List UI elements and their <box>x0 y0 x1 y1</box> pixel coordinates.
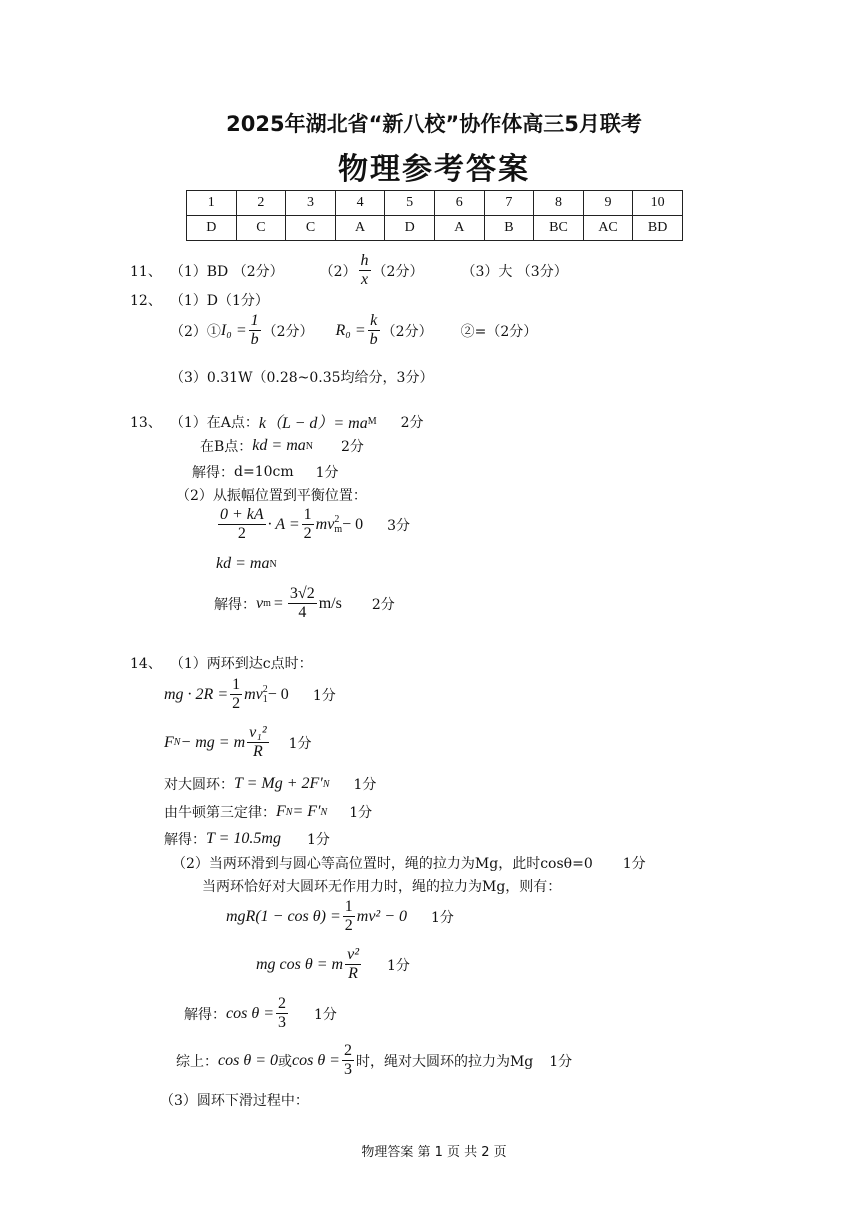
q13-line5 <box>216 506 410 543</box>
q14-p2-line1-score: 1分 <box>622 856 646 872</box>
q14-e6-score: 1分 <box>431 909 454 926</box>
q13-a-label: （1）在A点： <box>169 414 259 431</box>
q14-e2-frac <box>247 724 268 761</box>
q12-line2 <box>170 312 537 349</box>
q14-line5 <box>164 802 372 822</box>
q11-part2-label: （2） <box>319 263 357 280</box>
q14-e9-a: cos θ = 0 <box>218 1051 278 1069</box>
q13-line6 <box>216 555 277 573</box>
answer-cell: A <box>434 216 484 241</box>
q14-e4-eq2: = F′ <box>292 803 321 820</box>
q14-e3-sub: N <box>322 778 330 790</box>
q11-line <box>130 252 568 289</box>
document-subtitle: 物理参考答案 <box>338 152 530 187</box>
q14-e4-sub1: N <box>285 806 293 818</box>
answer-cell: C <box>286 216 336 241</box>
q14-line2 <box>164 676 336 713</box>
question-number: 3 <box>286 191 336 216</box>
q14-e1-lhs: mg · 2R = <box>164 685 229 703</box>
question-number: 9 <box>583 191 633 216</box>
q12-frac1-num: 1 <box>250 312 259 329</box>
q14-e3-score: 1分 <box>353 777 377 793</box>
q14-e2-mid: − mg = m <box>180 733 246 751</box>
q12-part1: （1）D（1分） <box>169 293 269 309</box>
q13-e3-frac-den: 4 <box>298 604 307 621</box>
q13-c-score: 1分 <box>315 465 339 481</box>
q14-e5-eq: T = 10.5mg <box>206 830 281 847</box>
q13-e1-frac1 <box>218 506 266 543</box>
q14-line9 <box>226 898 454 935</box>
q12-frac2-num: k <box>368 312 380 331</box>
q13-line1 <box>130 410 424 433</box>
q13-e1-tail: − 0 <box>342 515 364 533</box>
q14-p2-line2: 当两环恰好对大圆环无作用力时，绳的拉力为Mg，则有： <box>202 879 562 895</box>
q14-line10 <box>256 946 410 983</box>
q14-line1 <box>130 653 313 673</box>
q13-e1-sub: m <box>334 523 343 535</box>
q13-e2: kd = ma <box>216 555 270 572</box>
q14-line4 <box>164 774 376 794</box>
question-number: 6 <box>434 191 484 216</box>
q12-line1 <box>130 290 269 310</box>
page-footer: 物理答案 第 1 页 共 2 页 <box>361 1145 507 1160</box>
q14-e9-tail: 时，绳对大圆环的拉力为Mg <box>355 1053 534 1070</box>
q14-e8-score: 1分 <box>313 1006 337 1023</box>
q13-e3-unit: m/s <box>318 594 342 612</box>
question-number: 4 <box>335 191 385 216</box>
answer-cell: D <box>187 216 237 241</box>
q14-e1-frac-den: 2 <box>232 695 241 712</box>
q12-frac2 <box>368 312 380 349</box>
q14-e1-sup: 2 <box>262 683 268 695</box>
q14-line6 <box>164 829 330 849</box>
q13-e2-sub: N <box>269 558 277 570</box>
q14-e9-or: 或 <box>277 1053 292 1070</box>
question-number: 10 <box>633 191 683 216</box>
q14-e8-frac-den: 3 <box>277 1014 286 1031</box>
q13-e3-eq: = <box>273 594 283 612</box>
q12-score1: （2分） <box>262 323 314 340</box>
q14-e5-label: 解得： <box>164 832 206 848</box>
q11-part3: （3）大 （3分） <box>461 263 568 280</box>
q14-line12 <box>176 1042 572 1079</box>
q13-line4 <box>176 485 367 505</box>
q12-part2-label: （2）① <box>170 323 221 340</box>
q13-e1-rhs: mv <box>315 515 335 533</box>
q14-e9-frac-den: 3 <box>343 1061 352 1078</box>
q13-part2: （2）从振幅位置到平衡位置： <box>176 488 367 504</box>
q13-e1-frac2-num: 1 <box>303 506 312 523</box>
answer-cell: AC <box>583 216 633 241</box>
q14-e3-eq: T = Mg + 2F′ <box>234 775 323 792</box>
q14-e9-score: 1分 <box>549 1053 573 1070</box>
q13-line2 <box>200 436 364 456</box>
q12-part3: （3）0.31W（0.28~0.35均给分，3分） <box>170 370 434 386</box>
q13-b-score: 2分 <box>340 439 364 455</box>
q13-e3-label: 解得： <box>214 596 256 613</box>
q14-e8-frac-num: 2 <box>277 995 286 1012</box>
q13-e1-frac2-den: 2 <box>303 525 312 542</box>
q14-e8-frac <box>276 995 288 1032</box>
q14-e7-frac-num: v² <box>347 946 359 963</box>
q13-c-eq: d=10cm <box>234 464 294 480</box>
q14-label: 14、 <box>130 656 162 672</box>
q14-e7-score: 1分 <box>387 957 410 974</box>
q13-line3 <box>192 462 339 482</box>
q14-e4-label: 由牛顿第三定律： <box>164 805 276 821</box>
q14-e2-lhs: F <box>164 733 174 751</box>
q13-a-eq: k（L − d）= ma <box>258 415 368 432</box>
q14-e6-lhs: mgR(1 − cos θ) = <box>226 907 341 925</box>
q13-a-score: 2分 <box>400 414 424 431</box>
q12-r0: R₀ = <box>335 321 366 339</box>
q14-e1-frac-num: 1 <box>232 676 241 693</box>
question-number: 2 <box>236 191 286 216</box>
q14-line11 <box>184 995 337 1032</box>
question-number: 7 <box>484 191 534 216</box>
q14-e2-frac-num: v₁² <box>249 724 267 741</box>
q12-line3 <box>170 367 433 387</box>
q14-line7 <box>172 853 646 873</box>
q14-e8-lhs: cos θ = <box>226 1004 274 1022</box>
q14-e7-frac <box>345 946 361 983</box>
q13-e3-frac <box>288 585 317 622</box>
q13-b-sub: N <box>305 440 313 452</box>
q12-score2: （2分） <box>381 323 433 340</box>
q14-e9-b: cos θ = <box>291 1051 340 1069</box>
answer-cell: A <box>335 216 385 241</box>
q14-e5-score: 1分 <box>306 832 330 848</box>
q14-e7-lhs: mg cos θ = m <box>256 955 344 973</box>
q12-frac1-den: b <box>250 331 259 348</box>
q14-e1-rhs: mv <box>244 685 263 703</box>
answer-cell: D <box>385 216 435 241</box>
answer-cell: BC <box>534 216 584 241</box>
q14-part3: （3）圆环下滑过程中： <box>160 1093 309 1109</box>
question-number: 8 <box>534 191 584 216</box>
q13-line7 <box>214 585 395 622</box>
q14-p2-line1: （2）当两环滑到与圆心等高位置时，绳的拉力为Mg，此时cosθ=0 <box>172 856 593 872</box>
question-number: 1 <box>187 191 237 216</box>
answer-cell: C <box>236 216 286 241</box>
q13-e1-frac1-num: 0 + kA <box>220 506 264 523</box>
q14-e2-frac-den: R <box>253 743 263 760</box>
q14-e6-rhs: mv² − 0 <box>356 907 408 925</box>
q14-line13 <box>160 1090 309 1110</box>
q14-e3-label: 对大圆环： <box>164 777 234 793</box>
q14-e1-frac <box>230 676 242 713</box>
q14-e9-frac-num: 2 <box>343 1042 352 1059</box>
q14-e4-eq1: F <box>276 803 286 820</box>
q11-part2-score: （2分） <box>372 263 424 280</box>
q12-i0: I₀ = <box>220 321 247 339</box>
q13-label: 13、 <box>130 414 162 431</box>
answer-table-answers-row <box>187 216 683 241</box>
q11-fraction <box>359 252 371 289</box>
q14-e2-sub: N <box>173 737 181 748</box>
q13-e1-mid: · A = <box>267 515 300 533</box>
q12-frac1 <box>249 312 261 349</box>
q14-e9-label: 综上： <box>176 1053 218 1070</box>
q14-e6-frac <box>343 898 355 935</box>
q13-e1-score: 3分 <box>387 517 411 534</box>
q14-e1-tail: − 0 <box>267 685 289 703</box>
q14-line3 <box>164 724 312 761</box>
q14-e9-frac <box>342 1042 354 1079</box>
q13-c-label: 解得： <box>192 465 234 481</box>
q13-b-eq: kd = ma <box>252 437 306 454</box>
question-number: 5 <box>385 191 435 216</box>
q11-fraction-den: x <box>360 271 369 288</box>
q11-fraction-num: h <box>360 252 369 269</box>
q14-e7-frac-den: R <box>348 965 358 982</box>
q14-e1-score: 1分 <box>312 687 336 704</box>
q13-e3-lhs: v <box>256 594 264 612</box>
q14-e1-sub: 1 <box>262 693 268 705</box>
q14-line8 <box>202 876 561 896</box>
q13-e3-score: 2分 <box>371 596 395 613</box>
q13-e3-sub: m <box>263 598 271 609</box>
q13-e1-frac1-den: 2 <box>237 525 246 542</box>
document-title: 2025年湖北省“新八校”协作体高三5月联考 <box>226 112 642 136</box>
q14-e6-frac-den: 2 <box>344 917 353 934</box>
q13-b-label: 在B点： <box>200 439 253 455</box>
q13-e3-frac-num: 3√2 <box>289 585 315 602</box>
q11-label: 11、 <box>130 263 162 280</box>
q14-e2-score: 1分 <box>288 735 312 752</box>
answer-table-numbers-row <box>187 191 683 216</box>
answer-table <box>186 190 683 241</box>
q12-frac2-den: b <box>369 331 378 348</box>
answer-cell: BD <box>633 216 683 241</box>
q14-e6-frac-num: 1 <box>344 898 353 915</box>
q11-part1: （1）BD （2分） <box>169 263 284 280</box>
q14-e8-label: 解得： <box>184 1006 226 1023</box>
q13-e1-frac2 <box>302 506 314 543</box>
q12-part2-second: ②=（2分） <box>460 323 538 340</box>
q14-e4-score: 1分 <box>349 805 373 821</box>
q14-part1: （1）两环到达c点时： <box>169 656 313 672</box>
q14-e4-sub2: N <box>320 806 328 818</box>
q13-a-sub: M <box>367 416 377 427</box>
answer-cell: B <box>484 216 534 241</box>
q13-e1-sup: 2 <box>334 513 340 525</box>
q12-label: 12、 <box>130 293 162 309</box>
